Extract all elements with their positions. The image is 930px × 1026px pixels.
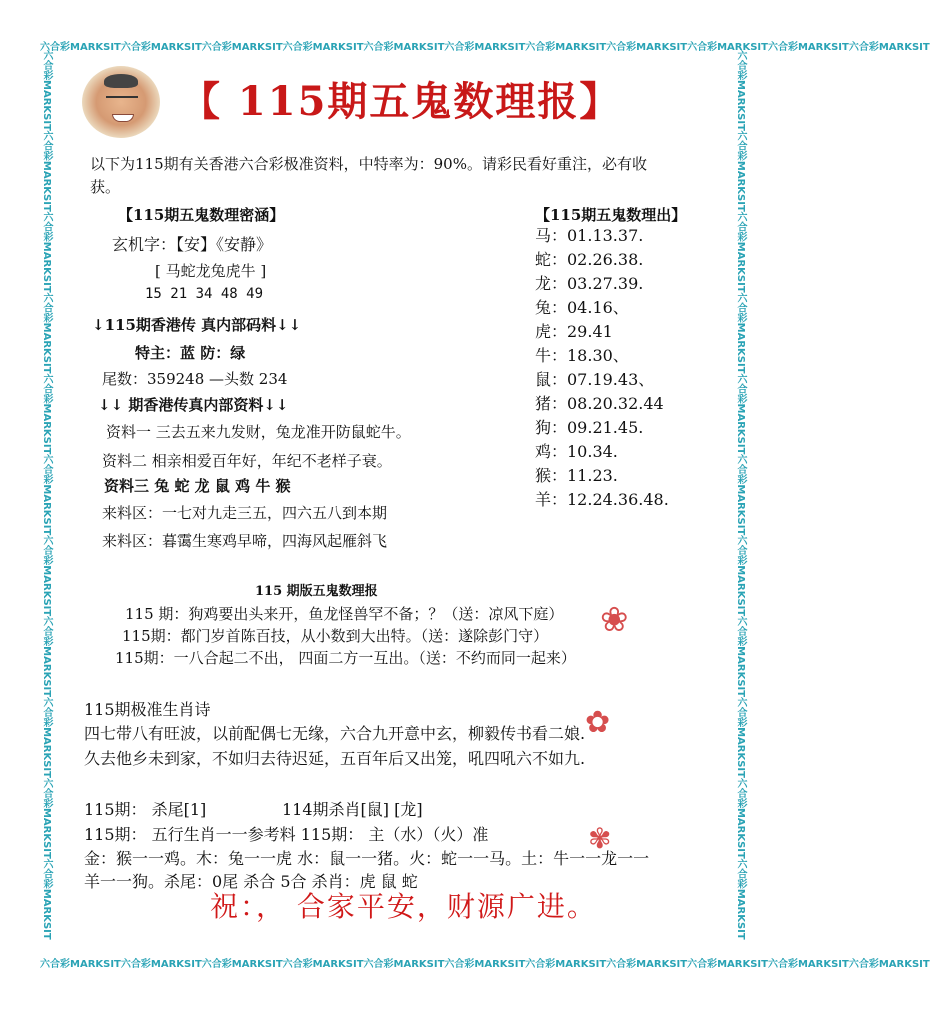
decorative-border-right: 六合彩MARKSIT六合彩MARKSIT六合彩MARKSIT六合彩MARKSIT六合彩MARKSIT六合彩MARKSIT六合彩MARKSIT六合彩MARKSIT六合彩MARKSIT六合彩MARKSIT六合彩MARKSIT [735,50,746,940]
bottom-line-4: 羊一一狗。杀尾：0尾 杀合 5合 杀肖：虎 鼠 蛇 [84,872,418,891]
bottom-line-3: 金：猴一一鸡。木：兔一一虎 水：鼠一一猪。火：蛇一一马。土：牛一一龙一一 [84,849,650,868]
intro-line-2: 获。 [90,178,121,196]
page-title: 【 115期五鬼数理报】 [180,78,622,125]
bottom-line-1b: 114期杀肖[鼠] [龙] [282,800,423,819]
tezhu-text: 特主：蓝 防：绿 [135,344,246,362]
zodiac-item: 牛：18.30、 [535,346,629,365]
zodiac-item: 龙：03.27.39. [535,274,644,293]
bottom-line-1a: 115期： 杀尾[1] [84,800,207,819]
neibu-heading: ↓115期香港传 真内部码料↓↓ [92,316,302,334]
ziliao-3: 资料三 兔 蛇 龙 鼠 鸡 牛 猴 [104,477,291,495]
zodiac-item: 猪：08.20.32.44 [535,394,664,413]
xuanji-text: 玄机字：【安】《安静》 [112,235,273,254]
zodiac-item: 蛇：02.26.38. [535,250,644,269]
red-seal-mark: ✾ [588,822,612,855]
zodiac-item: 兔：04.16、 [535,298,629,317]
bottom-line-2: 115期： 五行生肖一一参考料 115期： 主（水）（火）准 [84,825,489,844]
right-heading: 【115期五鬼数理出】 [535,206,687,224]
intro-line-1: 以下为115期有关香港六合彩极准资料，中特率为：90%。请彩民看好重注，必有收 [90,155,647,173]
section2-line-2: 115期：都门岁首陈百技，从小数到大出特。（送：遂除彭门守） [122,627,549,645]
zodiac-item: 鼠：07.19.43、 [535,370,655,389]
red-seal-mark: ❀ [600,600,629,640]
left-heading: 【115期五鬼数理密涵】 [118,206,285,224]
zodiac-item: 猴：11.23. [535,466,618,485]
decorative-border-left: 六合彩MARKSIT六合彩MARKSIT六合彩MARKSIT六合彩MARKSIT六合彩MARKSIT六合彩MARKSIT六合彩MARKSIT六合彩MARKSIT六合彩MARKSIT六合彩MARKSIT六合彩MARKSIT [41,50,52,940]
section2-heading: 115 期版五鬼数理报 [255,584,378,599]
blessing-text: 祝：， 合家平安，财源广进。 [210,890,597,923]
weishu-text: 尾数：359248 —头数 234 [102,370,288,388]
laiyuan-1: 来料区：一七对九走三五，四六五八到本期 [102,504,388,522]
poem-heading: 115期极准生肖诗 [84,700,211,719]
poem-line-1: 四七带八有旺波，以前配偶七无缘，六合九开意中玄，柳毅传书看二娘. [84,724,586,743]
ziliao-heading: ↓↓ 期香港传真内部资料↓↓ [98,396,289,414]
decorative-border-bottom: 六合彩MARKSIT六合彩MARKSIT六合彩MARKSIT六合彩MARKSIT六合彩MARKSIT六合彩MARKSIT六合彩MARKSIT六合彩MARKSIT六合彩MARKSIT六合彩MARKSIT六合彩MARKSIT [40,959,930,970]
zodiac-item: 狗：09.21.45. [535,418,644,437]
laiyuan-2: 来料区：暮霭生寒鸡早啼，四海风起雁斜飞 [102,532,388,550]
ziliao-1: 资料一 三去五来九发财，兔龙准开防鼠蛇牛。 [106,423,411,441]
zodiac-item: 羊：12.24.36.48. [535,490,669,509]
ziliao-2: 资料二 相亲相爱百年好，年纪不老样子衰。 [102,452,392,470]
section2-line-1: 115 期：狗鸡要出头来开，鱼龙怪兽罕不备；？（送：凉风下庭） [125,605,564,623]
decorative-border-top: 六合彩MARKSIT六合彩MARKSIT六合彩MARKSIT六合彩MARKSIT六合彩MARKSIT六合彩MARKSIT六合彩MARKSIT六合彩MARKSIT六合彩MARKSIT六合彩MARKSIT六合彩MARKSIT [40,42,930,53]
animal-list: [ 马蛇龙兔虎牛 ] [155,262,267,280]
red-seal-mark: ✿ [585,705,611,740]
portrait-image [82,66,160,138]
zodiac-number-list [535,224,669,512]
zodiac-item: 鸡：10.34. [535,442,618,461]
zodiac-item: 马：01.13.37. [535,226,644,245]
zodiac-item: 虎：29.41 [535,322,613,341]
number-list: 15 21 34 48 49 [145,286,264,302]
poem-line-2: 久去他乡未到家，不如归去待迟延，五百年后又出笼，吼四吼六不如九. [84,749,586,768]
section2-line-3: 115期：一八合起二不出， 四面二方一互出。（送：不约而同一起来） [115,649,576,667]
